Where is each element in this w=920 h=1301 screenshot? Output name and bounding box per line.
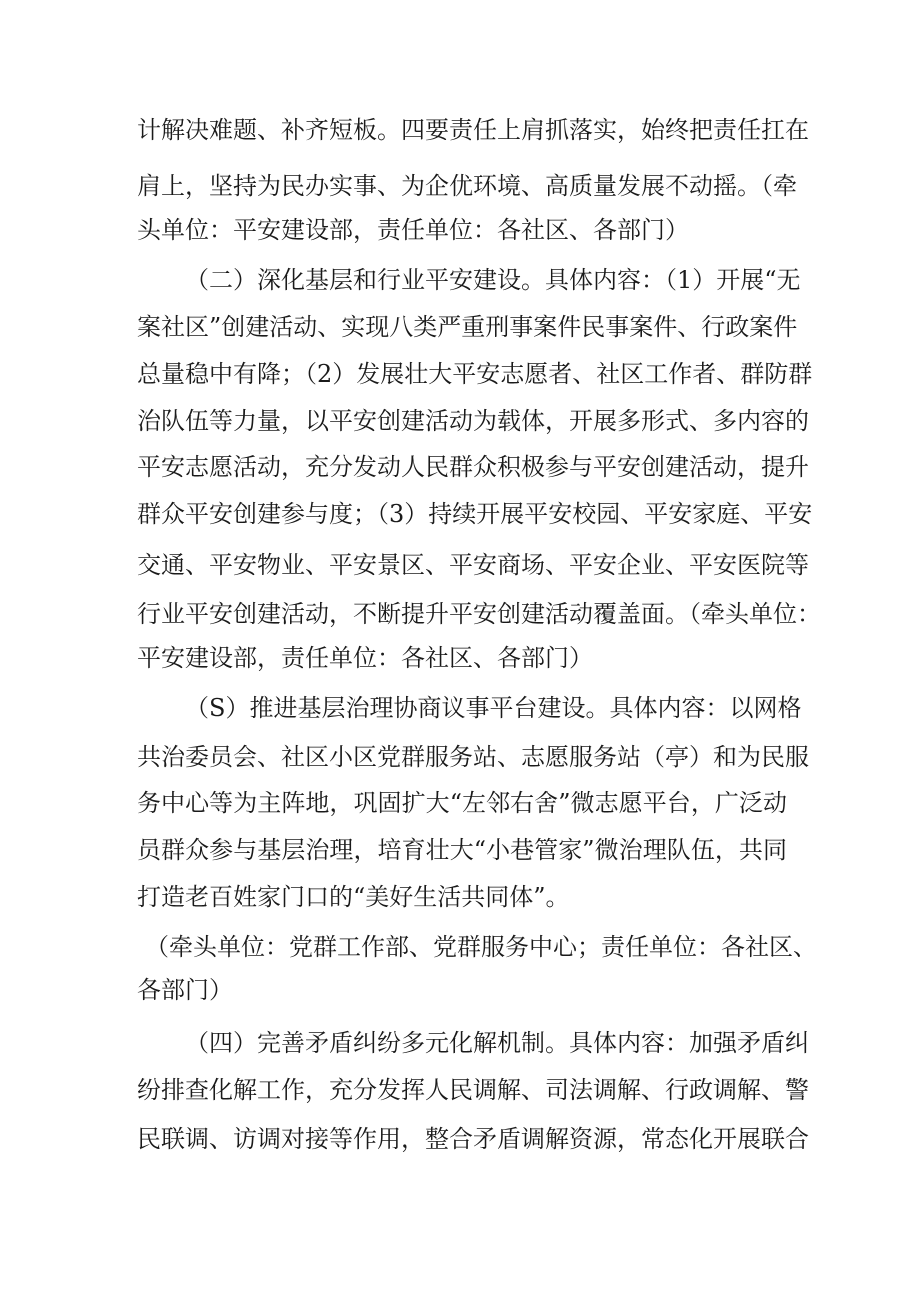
text-line: 总量稳中有降；（2）发展壮大平安志愿者、社区工作者、群防群 [137, 360, 813, 388]
text-line: 平安志愿活动，充分发动人民群众积极参与平安创建活动，提升 [137, 453, 809, 481]
text-line: 员群众参与基层治理，培育壮大“小巷管家”微治理队伍，共同 [137, 836, 787, 864]
text-line: 计解决难题、补齐短板。四要责任上肩抓落实，始终把责任扛在 [137, 116, 809, 144]
text-line: 行业平安创建活动，不断提升平安创建活动覆盖面。（牵头单位： [137, 600, 821, 628]
text-line: （S）推进基层治理协商议事平台建设。具体内容：以网格 [185, 694, 802, 722]
text-line: （二）深化基层和行业平安建设。具体内容：（1）开展“无 [185, 266, 801, 294]
text-line: 群众平安创建参与度；（3）持续开展平安校园、平安家庭、平安 [137, 500, 813, 528]
text-line: （牵头单位：党群工作部、党群服务中心；责任单位：各社区、 [145, 933, 817, 961]
text-line: 打造老百姓家门口的“美好生活共同体”。 [137, 883, 570, 911]
text-line: 交通、平安物业、平安景区、平安商场、平安企业、平安医院等 [137, 551, 809, 579]
text-line: 务中心等为主阵地，巩固扩大“左邻右舍”微志愿平台，广泛动 [137, 789, 787, 817]
text-line: 案社区”创建活动、实现八类严重刑事案件民事案件、行政案件 [137, 313, 798, 341]
text-line: 民联调、访调对接等作用，整合矛盾调解资源，常态化开展联合 [137, 1125, 809, 1153]
text-line: 头单位：平安建设部，责任单位：各社区、各部门） [137, 216, 689, 244]
text-line: 各部门） [137, 976, 233, 1004]
text-line: 肩上，坚持为民办实事、为企优环境、高质量发展不动摇。（牵 [137, 172, 797, 200]
text-line: 平安建设部，责任单位：各社区、各部门） [137, 644, 593, 672]
text-line: 治队伍等力量，以平安创建活动为载体，开展多形式、多内容的 [137, 407, 809, 435]
text-line: 纷排查化解工作，充分发挥人民调解、司法调解、行政调解、警 [137, 1076, 809, 1104]
text-line: （四）完善矛盾纠纷多元化解机制。具体内容：加强矛盾纠 [185, 1029, 809, 1057]
text-line: 共治委员会、社区小区党群服务站、志愿服务站（亭）和为民服 [137, 743, 809, 771]
